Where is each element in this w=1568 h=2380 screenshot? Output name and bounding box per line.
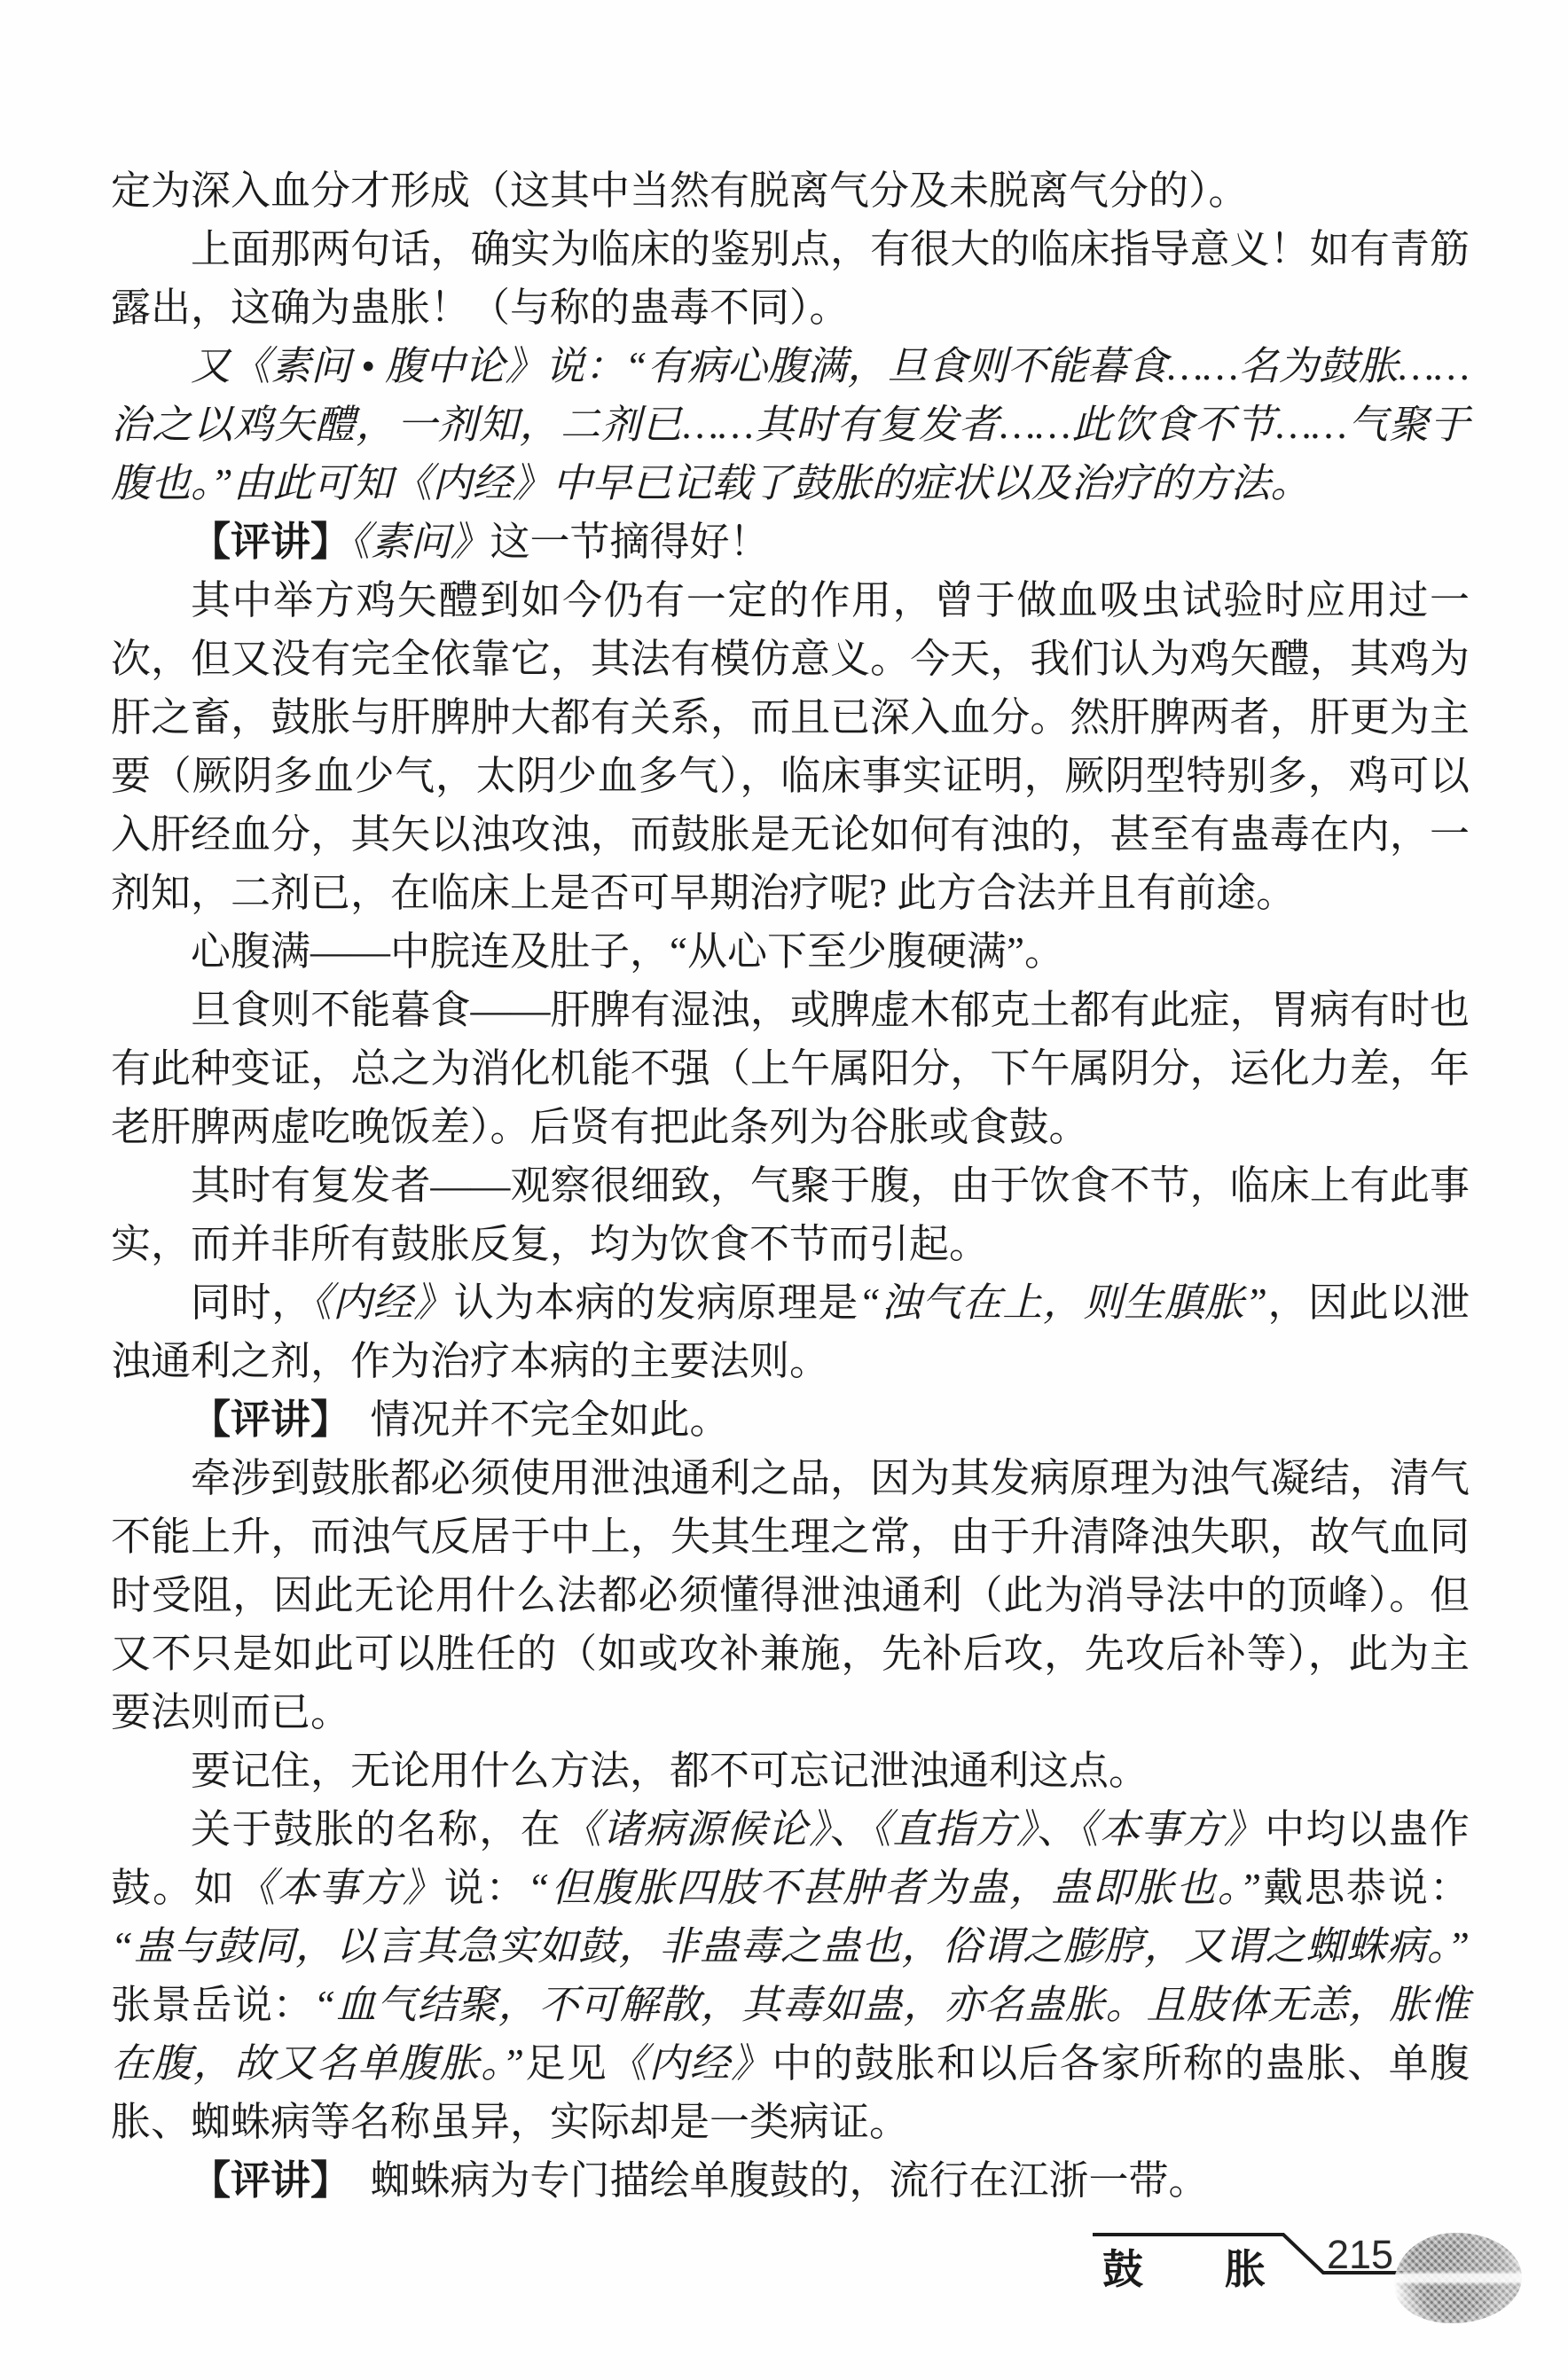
text-segment: 旦食则不能暮食——肝脾有湿浊，或脾虚木郁克土都有此症，胃病有时也有此种变证，总之为消化机能不强（上午属阳分，下午属阴分，运化力差，年老肝脾两虚吃晚饭差）。后贤有把此条列为谷胀或食鼓。 xyxy=(111,988,1470,1149)
paragraph xyxy=(111,571,1470,922)
text-segment: 说： xyxy=(443,1866,528,1910)
text-segment: 、 xyxy=(829,1807,872,1852)
text-segment: 牵涉到鼓胀都必须使用泄浊通利之品，因为其发病原理为浊气凝结，清气不能上升，而浊气反居于中上，失其生理之常，由于升清降浊失职，故气血同时受阻，因此无论用什么法都必须懂得泄浊通利（此为消导法中的顶峰）。但又不只是如此可以胜任的（如或攻补兼施，先补后攻，先攻后补等），此为主要法则而已。 xyxy=(111,1456,1470,1734)
text-segment: 同时， xyxy=(191,1280,312,1325)
paragraph xyxy=(111,922,1470,981)
text-segment: 中均以蛊作鼓。如 xyxy=(111,1807,1470,1910)
text-segment: 要记住，无论用什么方法，都不可忘记泄浊通利这点。 xyxy=(191,1749,1149,1793)
text-segment: “血气结聚，不可解散，其毒如蛊，亦名蛊胀。且肢体无恙，胀惟在腹，故又名单腹胀。” xyxy=(111,1983,1470,2086)
comment-label: 【评讲】 xyxy=(191,1397,331,1442)
text-segment: 蜘蛛病为专门描绘单腹鼓的，流行在江浙一带。 xyxy=(330,2158,1209,2203)
text-segment: 《素问》 xyxy=(350,520,490,564)
text-segment: 情况并不完全如此。 xyxy=(330,1397,730,1442)
text-segment: 定为深入血分才形成（这其中当然有脱离气分及未脱离气分的）。 xyxy=(111,168,1249,213)
text-segment: 中的鼓胀和以后各家所称的蛊胀、单腹胀、蜘蛛病等名称虽异，实际却是一类病证。 xyxy=(111,2041,1470,2144)
paragraph xyxy=(111,1390,1470,1449)
paragraph xyxy=(111,220,1470,337)
text-segment: 这一节摘得好！ xyxy=(490,520,770,564)
text-segment: 足见 xyxy=(524,2041,608,2086)
comment-label: 【评讲】 xyxy=(191,2158,331,2203)
text-segment: “蛊与鼓同，以言其急实如鼓，非蛊毒之蛊也，俗谓之膨脝，又谓之蜘蛛病。” xyxy=(111,1924,1470,1969)
text-segment: 《直指方》 xyxy=(871,1807,1038,1852)
text-segment: 、 xyxy=(1037,1807,1079,1852)
comment-label: 【评讲】 xyxy=(191,520,351,564)
text-segment: 张景岳说： xyxy=(111,1983,314,2027)
paragraph xyxy=(111,981,1470,1156)
text-segment: 关于鼓胀的名称，在 xyxy=(191,1807,562,1852)
page-text xyxy=(111,161,1470,2210)
text-segment: “但腹胀四肢不甚肿者为蛊，蛊即胀也。” xyxy=(527,1866,1262,1910)
text-segment: 《内经》 xyxy=(608,2041,772,2086)
text-segment: 《内经》 xyxy=(311,1280,454,1325)
paragraph xyxy=(111,161,1470,220)
text-segment: “浊气在上，则生䐜胀” xyxy=(858,1280,1267,1325)
paragraph xyxy=(111,2151,1470,2210)
paragraph xyxy=(111,513,1470,571)
text-segment: 戴思恭说： xyxy=(1261,1866,1470,1910)
text-segment: 《本事方》 xyxy=(1078,1807,1266,1852)
paragraph xyxy=(111,1800,1470,2151)
text-segment: 《本事方》 xyxy=(235,1866,444,1910)
text-segment: ，因此以泄浊通利之剂，作为治疗本病的主要法则。 xyxy=(111,1280,1470,1383)
text-segment: 《诸病源候论》 xyxy=(561,1807,830,1852)
footer-section-title: 鼓 胀 xyxy=(1102,2246,1266,2292)
text-segment: 其时有复发者——观察很细致，气聚于腹，由于饮食不节，临床上有此事实，而并非所有鼓胀反复，均为饮食不节而引起。 xyxy=(111,1163,1470,1266)
page-number: 215 xyxy=(1327,2232,1394,2277)
text-segment: 上面那两句话，确实为临床的鉴别点，有很大的临床指导意义！如有青筋露出，这确为蛊胀！（与称的蛊毒不同）。 xyxy=(111,227,1470,330)
paragraph xyxy=(111,1273,1470,1390)
paragraph xyxy=(111,1156,1470,1273)
text-segment: 又《素问 • 腹中论》说：“有病心腹满，旦食则不能暮食……名为鼓胀……治之以鸡矢醴，一剂知，二剂已……其时有复发者……此饮食不节……气聚于腹也。”由此可知《内经》中早已记载了鼓胀的症状以及治疗的方法。 xyxy=(111,344,1470,505)
paragraph xyxy=(111,1449,1470,1742)
decorative-seal-icon xyxy=(1394,2233,1522,2323)
text-segment: 其中举方鸡矢醴到如今仍有一定的作用，曾于做血吸虫试验时应用过一次，但又没有完全依靠它，其法有模仿意义。今天，我们认为鸡矢醴，其鸡为肝之畜，鼓胀与肝脾肿大都有关系，而且已深入血分。然肝脾两者，肝更为主要（厥阴多血少气，太阴少血多气），临床事实证明，厥阴型特别多，鸡可以入肝经血分，其矢以浊攻浊，而鼓胀是无论如何有浊的，甚至有蛊毒在内，一剂知，二剂已，在临床上是否可早期治疗呢? 此方合法并且有前途。 xyxy=(111,578,1470,915)
paragraph xyxy=(111,337,1470,513)
paragraph xyxy=(111,1742,1470,1800)
text-segment: 认为本病的发病原理是 xyxy=(453,1280,858,1325)
text-segment: 心腹满——中脘连及肚子，“从心下至少腹硬满”。 xyxy=(191,929,1064,974)
